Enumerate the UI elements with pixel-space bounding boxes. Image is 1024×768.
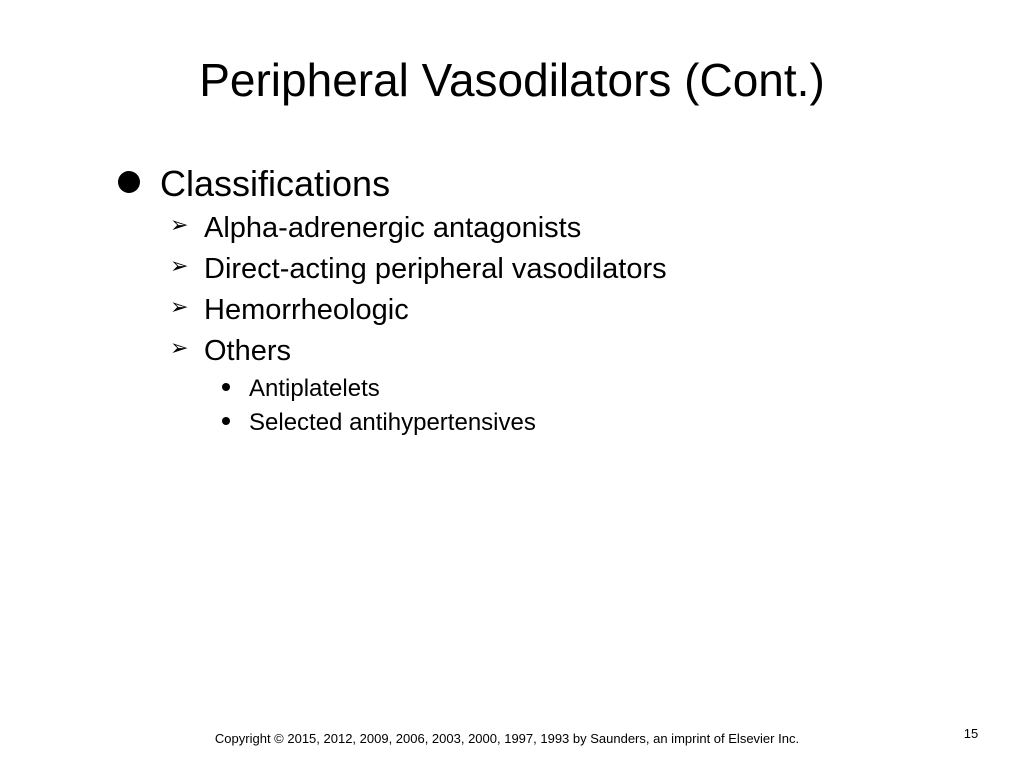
sub-item: [112, 208, 972, 249]
others-item-label: Selected antihypertensives: [249, 409, 536, 436]
copyright-footer: Copyright © 2015, 2012, 2009, 2006, 2003, 2000, 1997, 1993 by Saunders, an imprint of Elsevier Inc.: [214, 731, 800, 746]
bullet-list: [112, 160, 972, 440]
sub-item: [112, 331, 972, 372]
arrow-bullet-icon: ➢: [170, 213, 189, 238]
bullet-item-classifications: [112, 160, 972, 208]
arrow-bullet-icon: ➢: [170, 336, 189, 361]
sub-item-label: Direct-acting peripheral vasodilators: [204, 253, 667, 285]
others-item-label: Antiplatelets: [249, 375, 380, 402]
arrow-bullet-icon: ➢: [170, 254, 189, 279]
others-list-container: [112, 372, 972, 440]
sub-item: [112, 249, 972, 290]
others-item: [112, 372, 972, 406]
others-list: [112, 372, 972, 440]
small-bullet-icon: [222, 417, 230, 425]
sub-item-label: Hemorrheologic: [204, 294, 409, 326]
sub-list: [112, 208, 972, 440]
bullet-label: Classifications: [160, 163, 391, 204]
sub-item-label: Alpha-adrenergic antagonists: [204, 212, 582, 244]
page-number: 15: [963, 726, 979, 741]
sub-item-label: Others: [204, 335, 292, 367]
others-item: [112, 406, 972, 440]
sub-list-container: [112, 208, 972, 440]
arrow-bullet-icon: ➢: [170, 295, 189, 320]
slide-title: Peripheral Vasodilators (Cont.): [199, 54, 825, 106]
sub-item: [112, 290, 972, 331]
bullet-dot-icon: [118, 171, 140, 193]
small-bullet-icon: [222, 383, 230, 391]
